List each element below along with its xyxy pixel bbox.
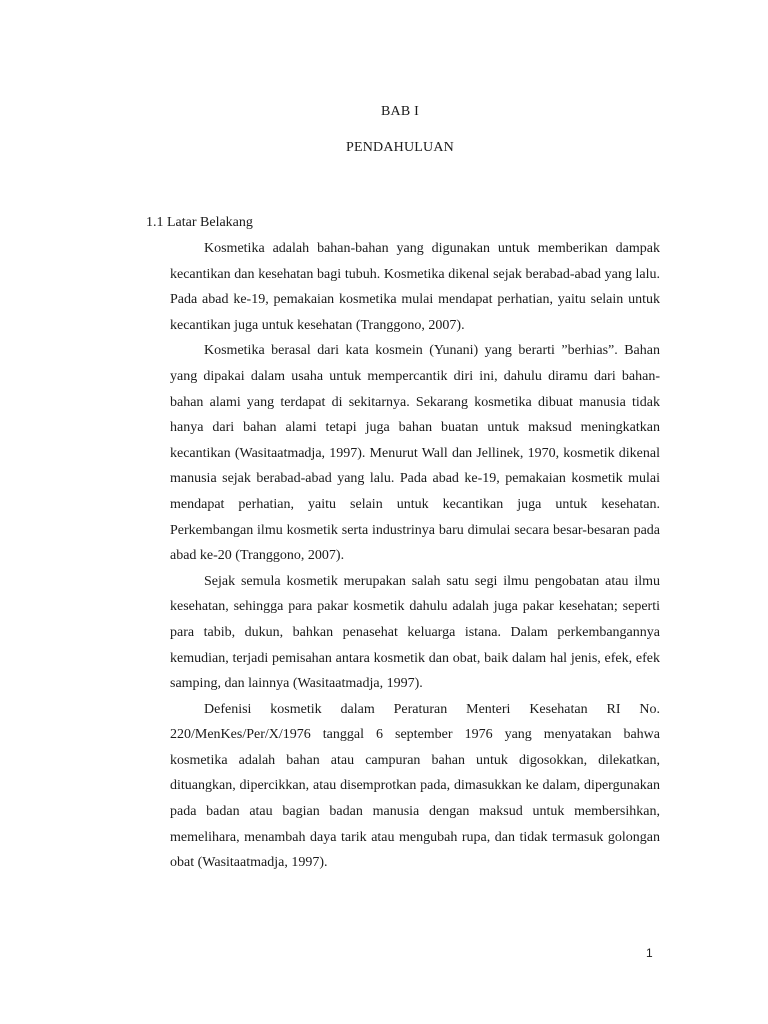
paragraph-3: Sejak semula kosmetik merupakan salah satu segi ilmu pengobatan atau ilmu kesehatan, sehingga para pakar kosmetik dahulu adalah juga pakar kesehatan; seperti para tabib, dukun, bahkan penasehat keluarga istana. Dalam perkembangannya kemudian, terjadi pemisahan antara kosmetik dan obat, baik dalam hal jenis, efek, efek samping, dan lainnya (Wasitaatmadja, 1997). <box>170 573 660 692</box>
paragraph-1: Kosmetika adalah bahan-bahan yang digunakan untuk memberikan dampak kecantikan dan kesehatan bagi tubuh. Kosmetika dikenal sejak berabad-abad yang lalu. Pada abad ke-19, pemakaian kosmetika mulai mendapat perhatian, yaitu selain untuk kecantikan juga untuk kesehatan (Tranggono, 2007). <box>170 241 660 333</box>
paragraph-4: Defenisi kosmetik dalam Peraturan Menteri Kesehatan RI No. 220/MenKes/Per/X/1976 tanggal 6 september 1976 yang menyatakan bahwa kosmetika adalah bahan atau campuran bahan untuk digosokkan, dilekatkan, dituangkan, dipercikkan, atau disemprotkan pada, dimasukkan ke dalam, dipergunakan pada badan atau bagian badan manusia dengan maksud untuk membersihkan, memelihara, menambah daya tarik atau mengubah rupa, dan tidak termasuk golongan obat (Wasitaatmadja, 1997). <box>170 701 660 871</box>
chapter-number: BAB I <box>381 104 419 119</box>
section-heading: 1.1 Latar Belakang <box>146 215 253 230</box>
chapter-title: PENDAHULUAN <box>346 140 454 155</box>
body-text <box>170 236 660 876</box>
paragraph-2: Kosmetika berasal dari kata kosmein (Yunani) yang berarti ”berhias”. Bahan yang dipakai dalam usaha untuk mempercantik diri ini, dahulu diramu dari bahan-bahan alami yang terdapat di sekitarnya. Sekarang kosmetika dibuat manusia tidak hanya dari bahan alami tetapi juga bahan buatan untuk maksud meningkatkan kecantikan (Wasitaatmadja, 1997). Menurut Wall dan Jellinek, 1970, kosmetik dikenal manusia sejak berabad-abad yang lalu. Pada abad ke-19, pemakaian kosmetik mulai mendapat perhatian, yaitu selain untuk kecantikan juga untuk kesehatan. Perkembangan ilmu kosmetik serta industrinya baru dimulai secara besar-besaran pada abad ke-20 (Tranggono, 2007). <box>170 343 660 564</box>
page-number: 1 <box>646 946 653 960</box>
